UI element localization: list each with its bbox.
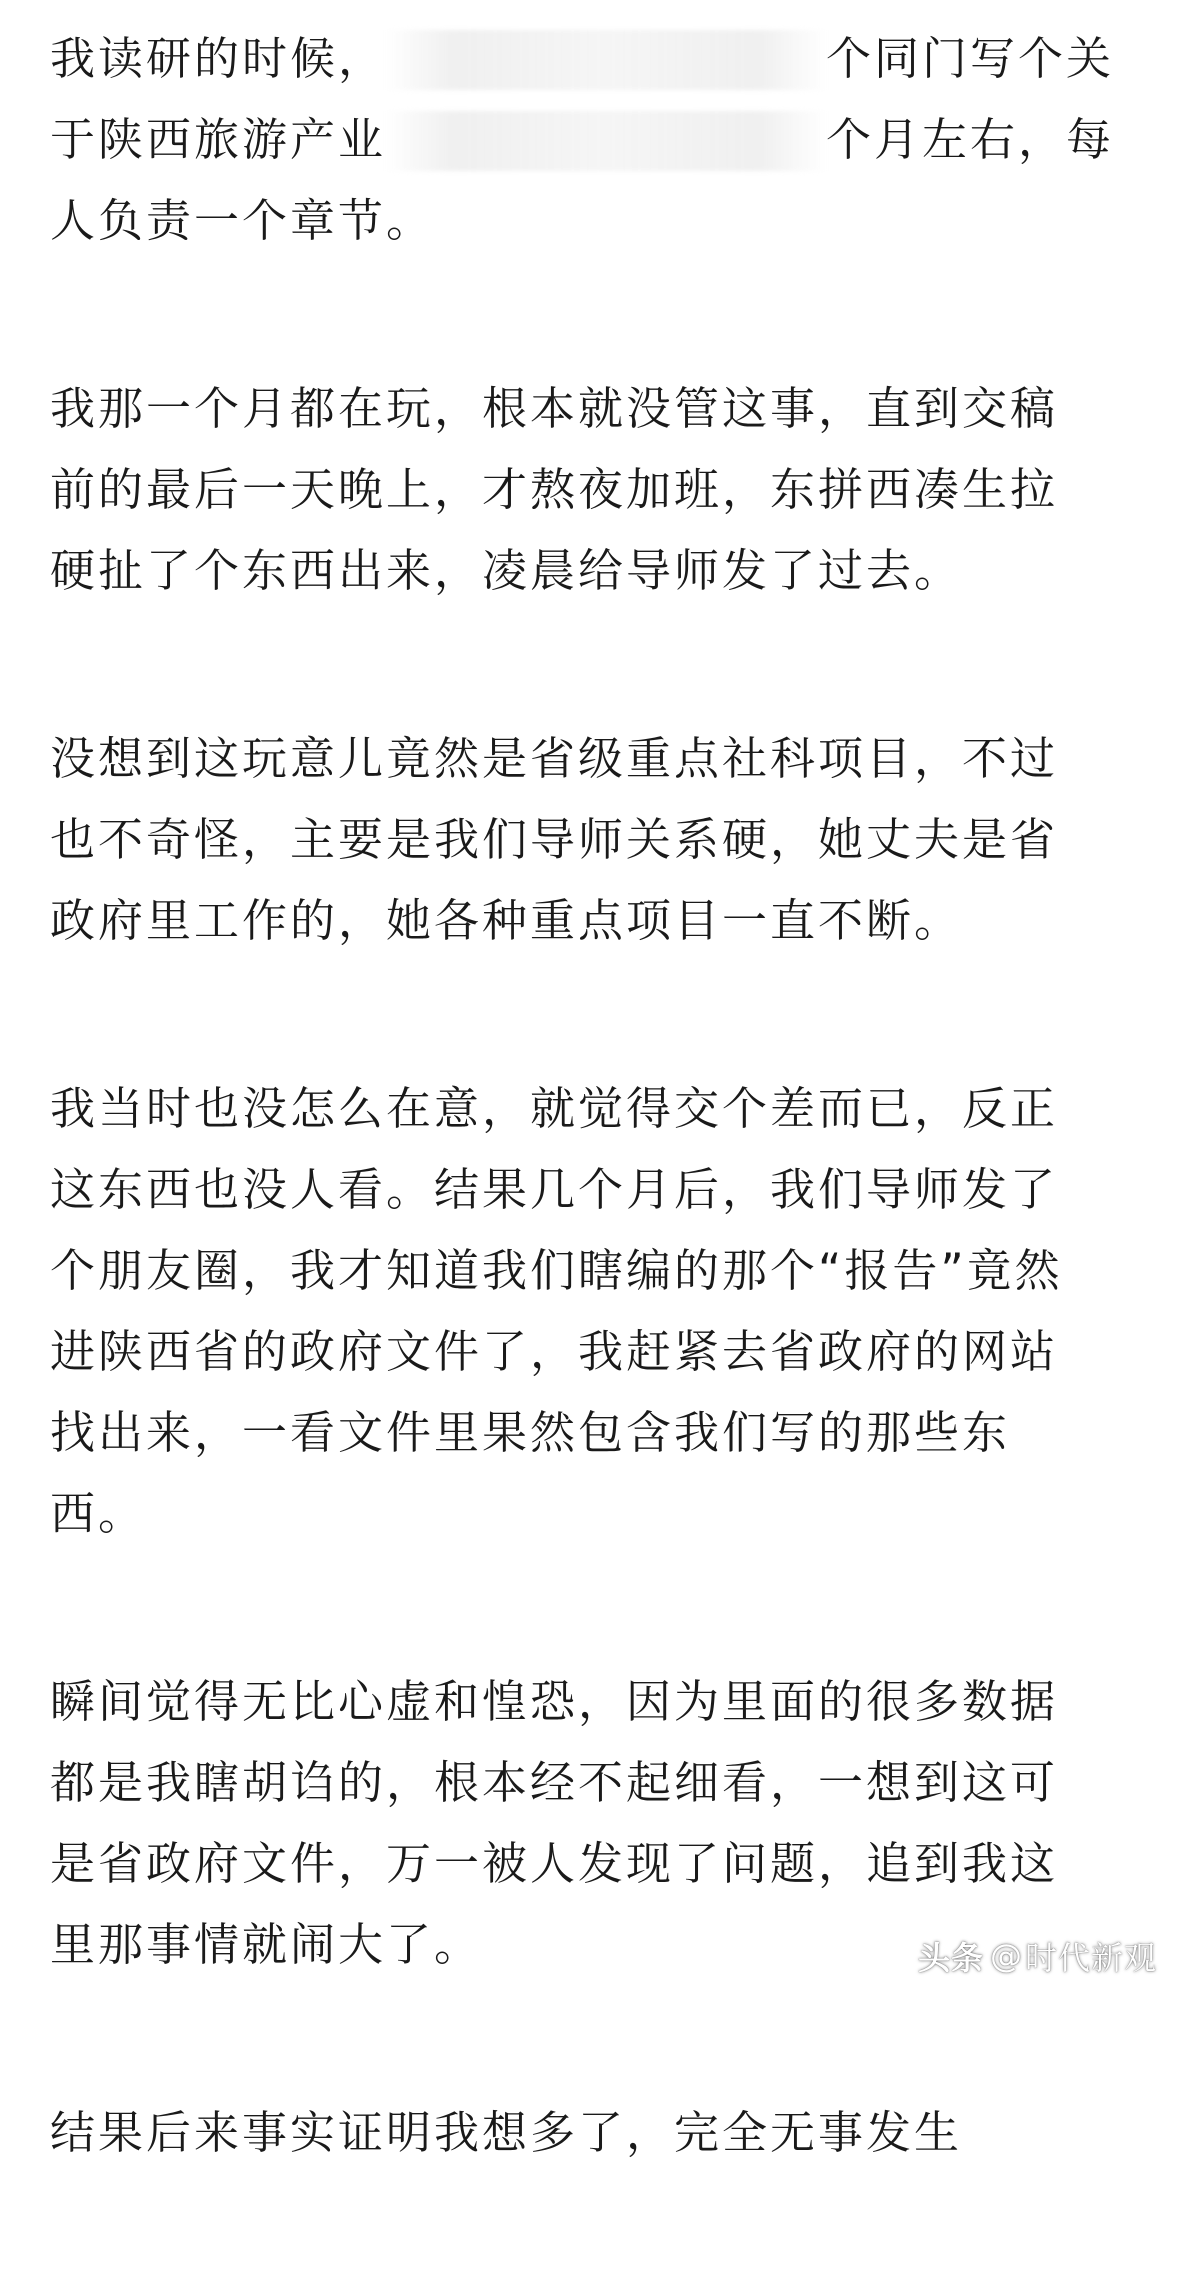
paragraph — [50, 368, 1130, 611]
watermark-account: 时代新观 — [1024, 1939, 1157, 1977]
text-line — [50, 99, 1130, 180]
text-line — [50, 799, 1130, 880]
text-segment: 个朋友圈，我才知道我们瞎编的那个“报告”竟然 — [50, 1244, 1063, 1297]
text-line — [50, 2092, 1130, 2173]
text-line — [50, 180, 1130, 261]
text-segment: 没想到这玩意儿竟然是省级重点社科项目，不过 — [50, 732, 1059, 785]
watermark — [918, 1933, 1157, 1979]
watermark-at: @ — [989, 1937, 1023, 1975]
text-segment: 这东西也没人看。结果几个月后，我们导师发了 — [50, 1163, 1059, 1216]
text-segment: 结果后来事实证明我想多了，完全无事发生 — [50, 2106, 963, 2159]
text-line — [50, 1392, 1130, 1473]
text-line — [50, 1473, 1130, 1554]
text-segment: 里那事情就闹大了。 — [50, 1918, 483, 1971]
text-segment: 我读研的时候， — [50, 32, 387, 85]
paragraph — [50, 2092, 1130, 2173]
text-segment: 人负责一个章节。 — [50, 194, 435, 247]
text-line — [50, 1068, 1130, 1149]
text-line — [50, 1230, 1130, 1311]
text-segment: 是省政府文件，万一被人发现了问题，追到我这 — [50, 1837, 1059, 1890]
text-line — [50, 449, 1130, 530]
text-line — [50, 718, 1130, 799]
text-segment: 个同门写个关 — [826, 32, 1115, 85]
text-line — [50, 1311, 1130, 1392]
text-segment: 于陕西旅游产业 — [50, 113, 387, 166]
text-segment: 我当时也没怎么在意，就觉得交个差而已，反正 — [50, 1082, 1059, 1135]
text-segment: 找出来，一看文件里果然包含我们写的那些东 — [50, 1406, 1011, 1459]
text-line — [50, 1823, 1130, 1904]
text-segment: 前的最后一天晚上，才熬夜加班，东拼西凑生拉 — [50, 463, 1059, 516]
text-segment: 政府里工作的，她各种重点项目一直不断。 — [50, 894, 963, 947]
text-segment: 西。 — [50, 1487, 147, 1540]
redacted-blur — [386, 30, 826, 90]
text-segment: 硬扯了个东西出来，凌晨给导师发了过去。 — [50, 544, 963, 597]
redacted-blur — [386, 111, 826, 171]
text-line — [50, 18, 1130, 99]
text-segment: 进陕西省的政府文件了，我赶紧去省政府的网站 — [50, 1325, 1059, 1378]
paragraph — [50, 718, 1130, 961]
text-line — [50, 368, 1130, 449]
text-line — [50, 880, 1130, 961]
text-segment: 个月左右，每 — [826, 113, 1115, 166]
text-segment: 瞬间觉得无比心虚和惶恐，因为里面的很多数据 — [50, 1675, 1059, 1728]
text-line — [50, 1149, 1130, 1230]
paragraph — [50, 1068, 1130, 1554]
text-line — [50, 1742, 1130, 1823]
watermark-brand: 头条 — [917, 1939, 984, 1977]
text-line — [50, 530, 1130, 611]
paragraph — [50, 18, 1130, 261]
text-segment: 都是我瞎胡诌的，根本经不起细看，一想到这可 — [50, 1756, 1059, 1809]
text-line — [50, 1661, 1130, 1742]
text-segment: 我那一个月都在玩，根本就没管这事，直到交稿 — [50, 382, 1059, 435]
text-segment: 也不奇怪，主要是我们导师关系硬，她丈夫是省 — [50, 813, 1059, 866]
